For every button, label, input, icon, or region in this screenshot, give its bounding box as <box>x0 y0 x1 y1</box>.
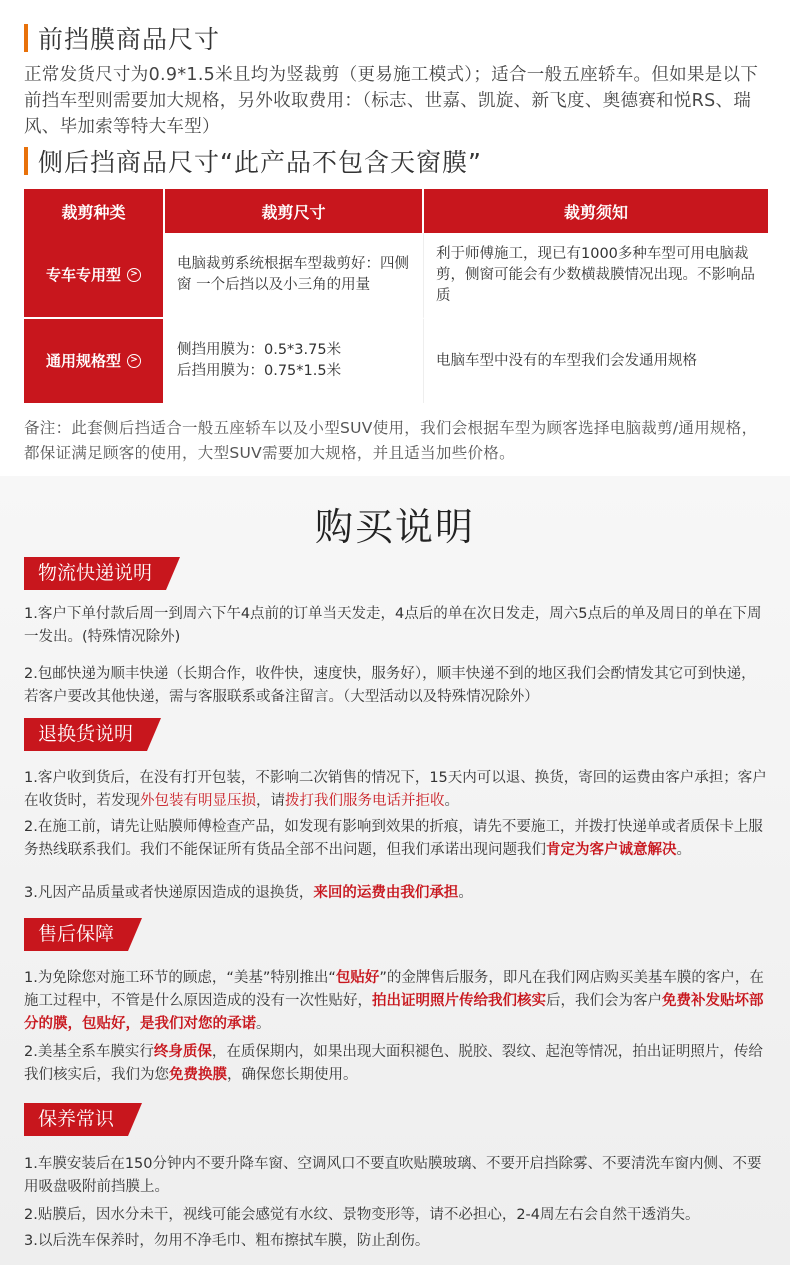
text-segment: 2.美基全系车膜实行 <box>24 1044 154 1060</box>
purchase-title: 购买说明 <box>314 505 475 549</box>
text-segment: 。 <box>458 885 473 901</box>
logistics-tag: 物流快递说明 <box>24 557 166 590</box>
chevron-right-circle-icon: > <box>127 354 141 368</box>
aftersale-item-1 <box>24 967 770 1036</box>
row-type-cell <box>24 319 165 403</box>
header-cut-notice: 裁剪须知 <box>424 189 768 233</box>
text-segment: 。 <box>256 1016 271 1032</box>
row-notice-cell: 利于师傅施工，现已有1000多种车型可用电脑裁剪，侧窗可能会有少数横裁膜情况出现。不影响品质 <box>424 233 768 319</box>
front-film-title: 前挡膜商品尺寸 <box>38 25 221 54</box>
highlight-text: 来回的运费由我们承担 <box>313 885 459 901</box>
highlight-text: 肯定为客户诚意解决 <box>546 842 677 858</box>
aftersale-item-2 <box>24 1041 770 1087</box>
text-segment: ，确保您长期使用。 <box>227 1067 358 1083</box>
cut-spec-table <box>24 189 768 403</box>
row-size-cell: 电脑裁剪系统根据车型裁剪好：四侧窗 一个后挡以及小三角的用量 <box>165 233 424 319</box>
text-segment: ，在质保期内，如果出现大面积褪色、脱胶、裂纹、起泡等情况，拍出证明照片，传给我们核实后，我们为您 <box>24 1044 763 1083</box>
purchase-instructions-section <box>0 476 790 1265</box>
title-accent-bar <box>24 147 28 175</box>
side-film-note: 备注：此套侧后挡适合一般五座轿车以及小型SUV使用，我们会根据车型为顾客选择电脑裁剪/通用规格，都保证满足顾客的使用，大型SUV需要加大规格，并且适当加些价格。 <box>24 419 758 462</box>
text-segment: 。 <box>676 842 691 858</box>
chevron-right-circle-icon: > <box>127 268 141 282</box>
returns-item-3 <box>24 882 770 905</box>
highlight-text: 拍出证明照片传给我们核实 <box>372 993 546 1009</box>
text-segment: 3.凡因产品质量或者快递原因造成的退换货， <box>24 885 314 901</box>
care-item-3: 3.以后洗车保养时，勿用不净毛巾、粗布擦拭车膜，防止刮伤。 <box>24 1233 430 1249</box>
returns-item-1 <box>24 767 770 813</box>
text-segment: 1.为免除您对施工环节的顾虑，“美基”特别推出“ <box>24 970 336 986</box>
side-film-title: 侧后挡商品尺寸“此产品不包含天窗膜” <box>38 148 482 177</box>
table-header-row <box>24 189 768 233</box>
text-segment: ，请 <box>256 793 285 809</box>
returns-item-2 <box>24 816 770 862</box>
highlight-text: 免费换膜 <box>169 1067 227 1083</box>
returns-tag: 退换货说明 <box>24 718 147 751</box>
highlight-text: 免费补发贴坏部分的膜，包贴好，是我们对您的承诺 <box>24 993 764 1032</box>
front-film-section-title <box>24 23 220 53</box>
highlight-text: 包贴好 <box>335 970 380 986</box>
front-film-description: 正常发货尺寸为0.9*1.5米且均为竖裁剪（更易施工模式）；适合一般五座轿车。但如果是以下前挡车型则需要加大规格，另外收取费用：（标志、世嘉、凯旋、新飞度、奥德赛和悦RS、瑞风、毕加索等特大车型） <box>24 65 759 137</box>
highlight-text: 外包装有明显压损 <box>140 793 256 809</box>
header-cut-size: 裁剪尺寸 <box>165 189 424 233</box>
logistics-item-2: 2.包邮快递为顺丰快递（长期合作，收件快，速度快，服务好），顺丰快递不到的地区我们会酌情发其它可到快递，若客户要改其他快递，需与客服联系或备注留言。（大型活动以及特殊情况除外） <box>24 666 756 705</box>
text-segment: 1.客户收到货后，在没有打开包装，不影响二次销售的情况下，15天内可以退、换货，寄回的运费由客户承担；客户在收货时，若发现 <box>24 770 767 809</box>
care-item-1: 1.车膜安装后在150分钟内不要升降车窗、空调风口不要直吹贴膜玻璃、不要开启挡除雾、不要清洗车窗内侧、不要用吸盘吸附前挡膜上。 <box>24 1156 762 1195</box>
type-label: 专车专用型 <box>45 265 121 284</box>
text-segment: 。 <box>444 793 459 809</box>
table-row <box>24 319 768 403</box>
text-segment: 后，我们会为客户 <box>546 993 662 1009</box>
text-segment: 2.在施工前，请先让贴膜师傅检查产品，如发现有影响到效果的折痕，请先不要施工，并拨打快递单或者质保卡上服务热线联系我们。我们不能保证所有货品全部不出问题，但我们承诺出现问题我们 <box>24 819 763 858</box>
logistics-item-1: 1.客户下单付款后周一到周六下午4点前的订单当天发走，4点后的单在次日发走，周六5点后的单及周日的单在下周一发出。(特殊情况除外) <box>24 606 762 645</box>
side-film-section-title <box>24 146 482 176</box>
row-size-cell <box>165 319 424 403</box>
row-type-cell <box>24 233 165 319</box>
highlight-text: 拨打我们服务电话并拒收 <box>285 793 445 809</box>
care-tag: 保养常识 <box>24 1103 128 1136</box>
rear-film-size: 后挡用膜为：0.75*1.5米 <box>177 363 342 379</box>
care-item-2: 2.贴膜后，因水分未干，视线可能会感觉有水纹、景物变形等，请不必担心，2-4周左右会自然干透消失。 <box>24 1207 700 1223</box>
title-accent-bar <box>24 24 28 52</box>
header-cut-type: 裁剪种类 <box>24 189 165 233</box>
text-segment: ”的金牌售后服务，即凡在我们网店购买美基车膜的客户，在施工过程中，不管是什么原因造成的没有一次性贴好， <box>24 970 764 1009</box>
side-film-size: 侧挡用膜为：0.5*3.75米 <box>177 342 342 358</box>
row-notice-cell: 电脑车型中没有的车型我们会发通用规格 <box>424 319 768 403</box>
type-label: 通用规格型 <box>45 351 121 370</box>
table-row <box>24 233 768 319</box>
highlight-text: 终身质保 <box>153 1044 212 1060</box>
aftersale-tag: 售后保障 <box>24 918 128 951</box>
